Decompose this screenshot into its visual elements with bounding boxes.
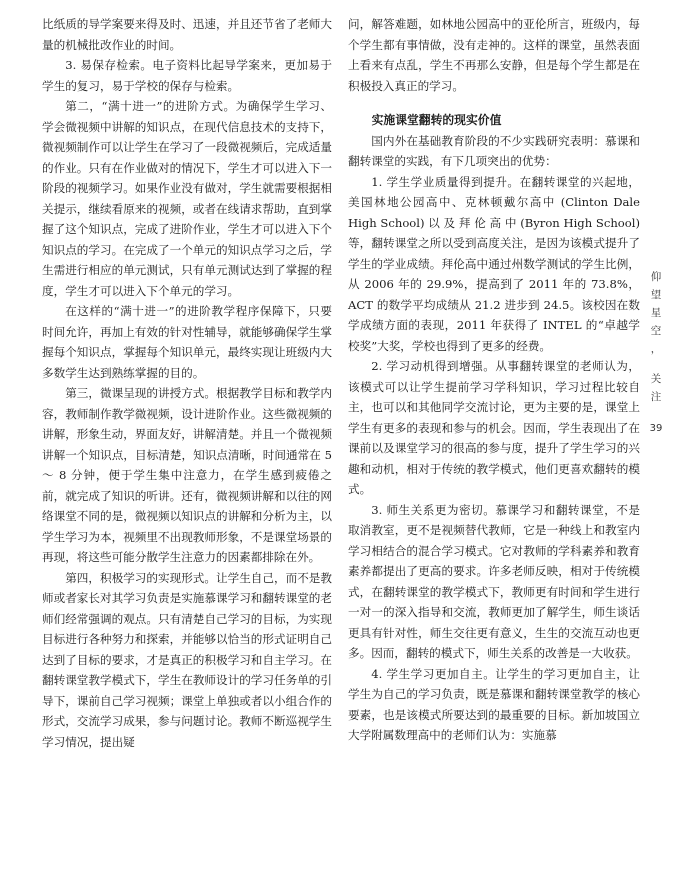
paragraph: 第四，积极学习的实现形式。让学生自己，而不是教师或者家长对其学习负责是实施慕课学习和翻转课堂的老师们经常强调的观点。只有清楚自己学习的目标，为实现目标进行各种努力和探索，并能够以恰当的形式证明自己达到了目标的要求，才是真正的积极学习和自主学习。在翻转课堂教学模式下，学生在教师设计的学习任务单的引导下，课前自己学习视频；课堂上单独或者以小组合作的形式，交流学习成果，参与问题讨论。教师不断巡视学生学习情况，提出疑: [42, 570, 332, 749]
running-sidebar: [646, 268, 666, 438]
paragraph: 第三，微课呈现的讲授方式。根据教学目标和教学内容，教师制作教学微视频，设计进阶作业。这些微视频的讲解，形象生动，界面友好，讲解清楚。并且一个微视频讲解一个知识点，目标清楚，知识点清晰，时间通常在 5 ～ 8 分钟，便于学生集中注意力，在学生感到疲倦之前，就完成了知识的听讲。还有，微视频讲解和以往的网络课堂不同的是，微视频以知识点的讲解和分析为主，以学生学习为本，视频里不出现教师形象，不是课堂场景的再现，将这些可能分散学生注意力的因素都排除在外。: [42, 386, 332, 564]
paragraph: 3. 易保存检索。电子资料比起导学案来，更加易于学生的复习，易于学校的保存与检索。: [42, 58, 332, 93]
sidebar-char: 星: [650, 307, 662, 319]
sidebar-char: 仰: [650, 271, 662, 283]
paragraph: 1. 学生学业质量得到提升。在翻转课堂的兴起地，美国林地公园高中、克林顿戴尔高中 (Clinton Dale High School) 以 及 拜 伦 高 中 (Byron High School) 等，翻转课堂之所以受到高度关注，是因为该模式提升了学生的学业成绩。拜伦高中通过州数学测试的学生比例，从 2006 年的 29.9%，提高到了 2011 年的 73.8%，ACT 的数学平均成绩从 21.2 进步到 24.5。该校因在数学成绩方面的表现，2011 年获得了 INTEL 的“卓越学校奖”大奖，学校也得到了更多的经费。: [348, 174, 640, 353]
paragraph: 比纸质的导学案要来得及时、迅速，并且还节省了老师大量的机械批改作业的时间。: [42, 17, 332, 52]
sidebar-char: 注: [650, 391, 662, 403]
left-column: [42, 14, 332, 752]
paragraph: 在这样的“满十进一”的进阶教学程序保障下，只要时间允许，再加上有效的针对性辅导，就能够确保学生掌握每个知识点，掌握每个知识单元，最终实现让班级内大多数学生达到熟练掌握的目的。: [42, 304, 332, 380]
sidebar-char: 关: [650, 373, 662, 385]
paragraph: 4. 学生学习更加自主。让学生的学习更加自主，让学生为自己的学习负责，既是慕课和翻转课堂教学的核心要素，也是该模式所要达到的最重要的目标。新加坡国立大学附属数理高中的老师们认为：实施慕: [348, 666, 640, 742]
sidebar-char: 望: [650, 289, 662, 301]
page-number: 39: [649, 423, 663, 434]
paragraph: 2. 学习动机得到增强。从事翻转课堂的老师认为，该模式可以让学生提前学习学科知识，学习过程比较自主，也可以和其他同学交流讨论，更为主要的是，课堂上学生有更多的表现和参与的机会。因而，学生表现出了在课前以及课堂学习的很高的参与度，提升了学生学习的兴趣和动机，相对于传统的教学模式，他们更喜欢翻转的模式。: [348, 359, 640, 496]
right-column: [348, 14, 640, 746]
sidebar-char: ，: [650, 343, 662, 355]
paragraph: 国内外在基础教育阶段的不少实践研究表明：慕课和翻转课堂的实践，有下几项突出的优势：: [348, 133, 640, 168]
paragraph: 问，解答难题，如林地公园高中的亚伦所言，班级内，每个学生都有事情做，没有走神的。这样的课堂，虽然表面上看来有点乱，学生不再那么安静，但是每个学生都是在积极投入真正的学习。: [348, 17, 640, 93]
section-heading: 实施课堂翻转的现实价值: [371, 113, 502, 127]
paragraph: 第二，“满十进一”的进阶方式。为确保学生学习、学会微视频中讲解的知识点，在现代信息技术的支持下，微视频制作可以让学生在学习了一段微视频后，完成适量的作业。只有在作业做对的情况下，学生才可以进入下一阶段的视频学习。如果作业没有做对，学生就需要根据相关提示，继续看原来的视频，或者在线请求帮助，直到掌握了这个知识点，完成了进阶作业，学生才可以进入下个知识点的学习。在完成了一个单元的知识点学习之后，学生需进行相应的单元测试，只有单元测试达到了掌握的程度，学生才可以进入下个单元的学习。: [42, 99, 332, 298]
sidebar-char: 空: [650, 325, 662, 337]
paragraph: 3. 师生关系更为密切。慕课学习和翻转课堂，不是取消教室，更不是视频替代教师，它是一种线上和教室内学习相结合的混合学习模式。它对教师的学科素养和教育素养都提出了更高的要求。许多老师反映，相对于传统模式，在翻转课堂的教学模式下，教师更有时间和学生进行一对一的深入指导和交流，教师更加了解学生，师生谈话更具有针对性，师生交往更有意义，生生的交流互动也更多。因而，翻转的模式下，师生关系的改善是一大收获。: [348, 502, 640, 660]
